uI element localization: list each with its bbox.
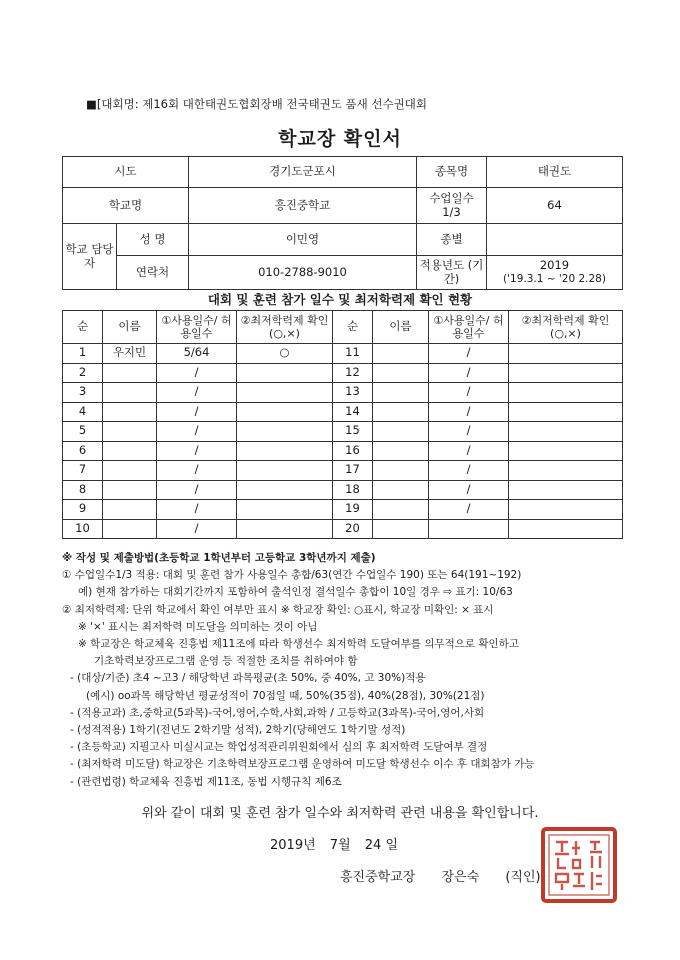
confirm-text: 위와 같이 대회 및 훈련 참가 일수와 최저학력 관련 내용을 확인합니다. [141, 806, 539, 821]
signer-title: 흥진중학교장 [340, 870, 416, 885]
table-row [63, 363, 623, 383]
participant-name [373, 363, 429, 383]
participant-days: 5/64 [157, 344, 237, 364]
participant-n: 14 [333, 402, 373, 422]
column-header: 이름 [373, 311, 429, 344]
info-table [62, 156, 623, 290]
participant-n: 7 [63, 461, 103, 481]
page-title: 학교장 확인서 [278, 128, 402, 150]
participant-name [103, 363, 157, 383]
year-period: ('19.3.1 ~ '20 2.28) [503, 273, 606, 286]
participant-n: 15 [333, 422, 373, 442]
column-header: 순 [63, 311, 103, 344]
participant-n: 6 [63, 441, 103, 461]
participant-days: / [429, 383, 509, 403]
participant-n: 5 [63, 422, 103, 442]
square-bullet-icon: ■ [86, 97, 97, 111]
participant-name [373, 500, 429, 520]
participant-n: 19 [333, 500, 373, 520]
event-header [86, 96, 427, 112]
seal-label: (직인) [505, 870, 541, 885]
note-line: ② 최저학력제: 단위 학교에서 확인 여부만 표시 ※ 학교장 확인: ○표시, 학교장 미확인: × 표시 [62, 603, 494, 616]
section-title: 대회 및 훈련 참가 일수 및 최저학력제 확인 현황 [207, 292, 473, 307]
participant-name [103, 441, 157, 461]
year-cell [487, 256, 623, 290]
signer-name: 장은숙 [441, 870, 480, 885]
type-label: 종별 [417, 224, 487, 256]
note-line: - (관련법령) 학교체육 진흥법 제11조, 동법 시행규칙 제6조 [70, 775, 342, 788]
participant-days: / [157, 480, 237, 500]
participant-days: / [157, 383, 237, 403]
table-row [63, 519, 623, 539]
table-row [63, 500, 623, 520]
participant-check [509, 383, 623, 403]
issue-date [270, 834, 408, 853]
participation-header-row [63, 311, 623, 344]
participant-check [509, 402, 623, 422]
participant-check [509, 461, 623, 481]
participant-check [237, 461, 333, 481]
participant-n: 8 [63, 480, 103, 500]
note-line: (예시) oo과목 해당학년 평균성적이 70점일 때, 50%(35점), 40%(28점), 30%(21점) [86, 689, 485, 702]
participant-name: 우지민 [103, 344, 157, 364]
participant-check [237, 363, 333, 383]
participant-n: 9 [63, 500, 103, 520]
note-line: ① 수업일수1/3 적용: 대회 및 훈련 참가 사용일수 총합/63(연간 수업일수 190) 또는 64(191~192) [62, 569, 522, 582]
year-value: 2019 [539, 258, 570, 273]
note-line: - (성적적용) 1학기(전년도 2학기말 성적), 2학기(당해연도 1학기말 성적) [70, 724, 406, 737]
table-row [63, 383, 623, 403]
participant-check [237, 519, 333, 539]
participant-check: ○ [237, 344, 333, 364]
participant-days: / [429, 422, 509, 442]
days-label: 수업일수 1/3 [417, 188, 487, 224]
name-value: 이민영 [189, 224, 417, 256]
participant-check [509, 344, 623, 364]
participant-check [237, 383, 333, 403]
sido-value: 경기도군포시 [189, 157, 417, 188]
table-row [63, 461, 623, 481]
note-line: - (최저학력 미도달) 학교장은 기초학력보장프로그램 운영하여 미도달 학생선수 이수 후 대회참가 가능 [70, 758, 535, 771]
participant-name [373, 422, 429, 442]
note-line: ※ 작성 및 제출방법(초등학교 1학년부터 고등학교 3학년까지 제출) [62, 552, 376, 564]
participant-name [373, 480, 429, 500]
note-line: 기초학력보장프로그램 운영 등 적절한 조치를 취하여야 함 [94, 655, 358, 668]
stamp-glyphs [555, 841, 602, 890]
participation-table [62, 310, 623, 539]
note-line: 예) 현재 참가하는 대회기간까지 포함하여 출석인정 결석일수 총합이 10일 경우 ⇨ 표기: 10/63 [78, 586, 513, 599]
participant-n: 13 [333, 383, 373, 403]
days-value: 64 [487, 188, 623, 224]
participant-n: 17 [333, 461, 373, 481]
participant-name [103, 500, 157, 520]
note-line: - (초등학교) 지필고사 미실시교는 학업성적관리위원회에서 심의 후 최저학력 도달여부 결정 [70, 741, 488, 754]
participant-name [373, 383, 429, 403]
participant-days: / [157, 461, 237, 481]
participant-n: 18 [333, 480, 373, 500]
participant-name [373, 344, 429, 364]
participant-name [103, 383, 157, 403]
participant-days: / [157, 441, 237, 461]
school-value: 흥진중학교 [189, 188, 417, 224]
table-row [63, 441, 623, 461]
participant-name [373, 461, 429, 481]
school-label: 학교명 [63, 188, 189, 224]
note-line: - (대상/기준) 초4 ~고3 / 해당학년 과목평균(초 50%, 중 40%, 고 30%)적용 [70, 672, 426, 685]
note-line: ※ 학교장은 학교체육 진흥법 제11조에 따라 학생선수 최저학력 도달여부를 의무적으로 확인하고 [78, 638, 519, 651]
notes-section [62, 550, 642, 791]
contact-value: 010-2788-9010 [189, 256, 417, 290]
participant-name [103, 461, 157, 481]
participant-name [373, 441, 429, 461]
participant-check [237, 441, 333, 461]
sport-value: 태권도 [487, 157, 623, 188]
participant-check [237, 480, 333, 500]
participant-check [509, 480, 623, 500]
name-label: 성 명 [117, 224, 189, 256]
participant-check [237, 402, 333, 422]
participant-check [237, 500, 333, 520]
note-line: - (적용교과) 초,중학교(5과목)-국어,영어,수학,사회,과학 / 고등학교(3과목)-국어,영어,사회 [70, 706, 485, 719]
date-month: 7월 [329, 838, 351, 853]
signer [340, 866, 541, 885]
participant-n: 2 [63, 363, 103, 383]
column-header: ②최저학력제 확인(○,×) [237, 311, 333, 344]
participant-days: / [157, 422, 237, 442]
participant-name [103, 422, 157, 442]
participant-days: / [157, 519, 237, 539]
participant-n: 10 [63, 519, 103, 539]
participant-n: 20 [333, 519, 373, 539]
participant-check [509, 519, 623, 539]
participant-n: 3 [63, 383, 103, 403]
participant-days: / [157, 500, 237, 520]
participant-days: / [157, 363, 237, 383]
participant-n: 4 [63, 402, 103, 422]
table-row [63, 402, 623, 422]
table-row [63, 480, 623, 500]
participant-name [103, 519, 157, 539]
participant-check [509, 422, 623, 442]
participant-days: / [429, 441, 509, 461]
participant-days: / [429, 461, 509, 481]
column-header: 이름 [103, 311, 157, 344]
participant-name [103, 402, 157, 422]
participant-name [103, 480, 157, 500]
sido-label: 시도 [63, 157, 189, 188]
contact-label: 연락처 [117, 256, 189, 290]
column-header: ①사용일수/ 허용일수 [157, 311, 237, 344]
participant-days: / [429, 344, 509, 364]
date-day: 24 일 [364, 838, 399, 853]
participant-n: 1 [63, 344, 103, 364]
participant-days: / [429, 480, 509, 500]
participant-days: / [429, 402, 509, 422]
column-header: 순 [333, 311, 373, 344]
participant-days: / [429, 500, 509, 520]
participant-check [509, 500, 623, 520]
participant-n: 11 [333, 344, 373, 364]
teacher-label: 학교 담당자 [63, 224, 117, 290]
participant-check [237, 422, 333, 442]
participant-check [509, 441, 623, 461]
table-row [63, 344, 623, 364]
event-name: [대회명: 제16회 대한태권도협회장배 전국태권도 품새 선수권대회 [96, 97, 427, 111]
participant-n: 12 [333, 363, 373, 383]
column-header: ②최저학력제 확인(○,×) [509, 311, 623, 344]
year-label: 적용년도 (기간) [417, 256, 487, 290]
participant-days: / [429, 363, 509, 383]
table-row [63, 422, 623, 442]
type-value [487, 224, 623, 256]
note-line: ※ '×' 표시는 최저학력 미도달을 의미하는 것이 아님 [78, 620, 318, 633]
column-header: ①사용일수/ 허용일수 [429, 311, 509, 344]
participant-name [373, 519, 429, 539]
participant-n: 16 [333, 441, 373, 461]
participant-name [373, 402, 429, 422]
participant-check [509, 363, 623, 383]
date-year: 2019년 [270, 838, 316, 853]
sport-label: 종목명 [417, 157, 487, 188]
participant-days [429, 519, 509, 539]
participant-days: / [157, 402, 237, 422]
school-seal-stamp [540, 826, 618, 904]
